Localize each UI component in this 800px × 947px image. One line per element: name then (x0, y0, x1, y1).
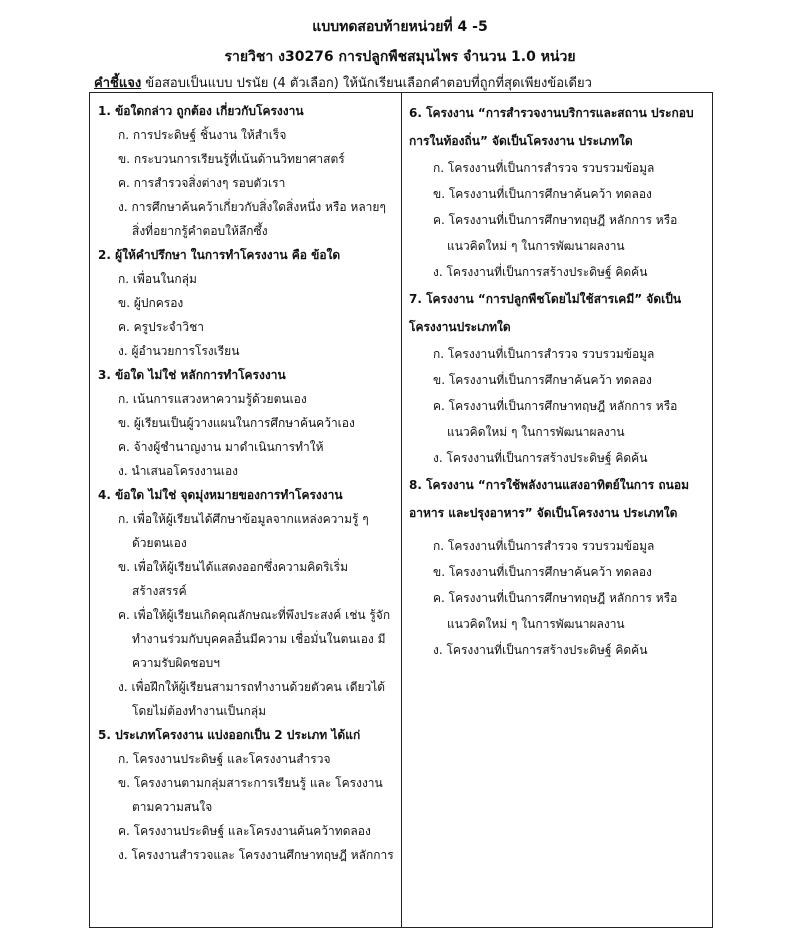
question-text: 4. ข้อใด ไม่ใช่ จุดมุ่งหมายของการทำโครงงาน (98, 488, 343, 502)
answer-option: ข. โครงงานที่เป็นการศึกษาค้นคว้า ทดลอง (433, 565, 652, 579)
instruction-line (94, 72, 592, 93)
answer-option: ก. โครงงานที่เป็นการสำรวจ รวบรวมข้อมูล (433, 161, 655, 175)
answer-option: ค. โครงงานประดิษฐ์ และโครงงานค้นคว้าทดลอง (118, 824, 371, 838)
question-block (409, 99, 707, 285)
answer-option: ง. นำเสนอโครงงานเอง (118, 464, 239, 478)
question-text: 8. โครงงาน “การใช้พลังงานแสงอาทิตย์ในการ ถนอมอาหาร และปรุงอาหาร” จัดเป็นโครงงาน ประเภทใด (409, 478, 689, 520)
page-title: แบบทดสอบท้ายหน่วยที่ 4 -5 (312, 19, 488, 35)
question-block (409, 285, 707, 471)
question-block (98, 483, 394, 723)
question-block (98, 363, 394, 483)
answer-option: ข. เพื่อให้ผู้เรียนได้แสดงออกซึ่งความคิดริเริ่ม สร้างสรรค์ (118, 560, 348, 598)
answer-option: ก. โครงงานที่เป็นการสำรวจ รวบรวมข้อมูล (433, 539, 655, 553)
question-block (409, 471, 707, 663)
answer-option: ก. โครงงานที่เป็นการสำรวจ รวบรวมข้อมูล (433, 347, 655, 361)
answer-option: ค. ครูประจำวิชา (118, 320, 205, 334)
answer-option: ก. การประดิษฐ์ ชิ้นงาน ให้สำเร็จ (118, 128, 287, 142)
answer-option: ค. โครงงานที่เป็นการศึกษาทฤษฎี หลักการ หรือแนวคิดใหม่ ๆ ในการพัฒนาผลงาน (433, 399, 678, 439)
question-table (89, 92, 713, 928)
answer-option: ก. เพื่อให้ผู้เรียนได้ศึกษาข้อมูลจากแหล่งความรู้ ๆ ด้วยตนเอง (118, 512, 369, 550)
question-block (98, 99, 394, 243)
page-subtitle: รายวิชา ง30276 การปลูกพืชสมุนไพร จำนวน 1.0 หน่วย (224, 49, 576, 65)
question-text: 5. ประเภทโครงงาน แบ่งออกเป็น 2 ประเภท ได้แก่ (98, 728, 361, 742)
answer-option: ข. ผู้เรียนเป็นผู้วางแผนในการศึกษาค้นคว้าเอง (118, 416, 355, 430)
answer-option: ข. โครงงานที่เป็นการศึกษาค้นคว้า ทดลอง (433, 187, 652, 201)
answer-option: ค. โครงงานที่เป็นการศึกษาทฤษฎี หลักการ หรือแนวคิดใหม่ ๆ ในการพัฒนาผลงาน (433, 591, 678, 631)
left-column (98, 99, 394, 867)
answer-option: ก. เน้นการแสวงหาความรู้ด้วยตนเอง (118, 392, 307, 406)
answer-option: ค. การสำรวจสิ่งต่างๆ รอบตัวเรา (118, 176, 286, 190)
answer-option: ก. โครงงานประดิษฐ์ และโครงงานสำรวจ (118, 752, 331, 766)
answer-option: ค. เพื่อให้ผู้เรียนเกิดคุณลักษณะที่พึงประสงค์ เช่น รู้จักทำงานร่วมกับบุคคลอื่นมีความ เชื่อมั่นในตนเอง มีความรับผิดชอบฯ (118, 608, 391, 670)
answer-option: ง. ผู้อำนวยการโรงเรียน (118, 344, 240, 358)
answer-option: ค. จ้างผู้ชำนาญงาน มาดำเนินการทำให้ (118, 440, 324, 454)
question-text: 7. โครงงาน “การปลูกพืชโดยไม่ใช้สารเคมี” จัดเป็นโครงงานประเภทใด (409, 292, 682, 334)
column-divider (401, 93, 402, 927)
question-text: 6. โครงงาน “การสำรวจงานบริการและสถาน ประกอบการในท้องถิ่น” จัดเป็นโครงงาน ประเภทใด (409, 106, 694, 148)
right-column (409, 99, 707, 663)
question-block (98, 723, 394, 867)
answer-option: ก. เพื่อนในกลุ่ม (118, 272, 197, 286)
answer-option: ง. โครงงานที่เป็นการสร้างประดิษฐ์ คิดค้น (433, 265, 648, 279)
instruction-label: คำชี้แจง (94, 76, 142, 91)
answer-option: ง. เพื่อฝึกให้ผู้เรียนสามารถทำงานด้วยตัวคน เดียวได้โดยไม่ต้องทำงานเป็นกลุ่ม (118, 680, 386, 718)
answer-option: ง. โครงงานที่เป็นการสร้างประดิษฐ์ คิดค้น (433, 643, 648, 657)
answer-option: ข. โครงงานที่เป็นการศึกษาค้นคว้า ทดลอง (433, 373, 652, 387)
question-text: 3. ข้อใด ไม่ใช่ หลักการทำโครงงาน (98, 368, 286, 382)
answer-option: ค. โครงงานที่เป็นการศึกษาทฤษฎี หลักการ หรือแนวคิดใหม่ ๆ ในการพัฒนาผลงาน (433, 213, 678, 253)
question-block (98, 243, 394, 363)
answer-option: ข. กระบวนการเรียนรู้ที่เน้นด้านวิทยาศาสตร์ (118, 152, 345, 166)
answer-option: ข. โครงงานตามกลุ่มสาระการเรียนรู้ และ โครงงานตามความสนใจ (118, 776, 383, 814)
answer-option: ง. โครงงานสำรวจและ โครงงานศึกษาทฤษฎี หลักการ (118, 848, 394, 862)
answer-option: ง. โครงงานที่เป็นการสร้างประดิษฐ์ คิดค้น (433, 451, 648, 465)
answer-option: ง. การศึกษาค้นคว้าเกี่ยวกับสิ่งใดสิ่งหนึ่ง หรือ หลายๆ สิ่งที่อยากรู้คำตอบให้ลึกซึ้ง (118, 200, 386, 238)
instruction-text: ข้อสอบเป็นแบบ ปรนัย (4 ตัวเลือก) ให้นักเรียนเลือกคำตอบที่ถูกที่สุดเพียงข้อเดียว (141, 76, 592, 91)
answer-option: ข. ผู้ปกครอง (118, 296, 184, 310)
question-text: 1. ข้อใดกล่าว ถูกต้อง เกี่ยวกับโครงงาน (98, 104, 304, 118)
question-text: 2. ผู้ให้คำปรึกษา ในการทำโครงงาน คือ ข้อใด (98, 248, 341, 262)
